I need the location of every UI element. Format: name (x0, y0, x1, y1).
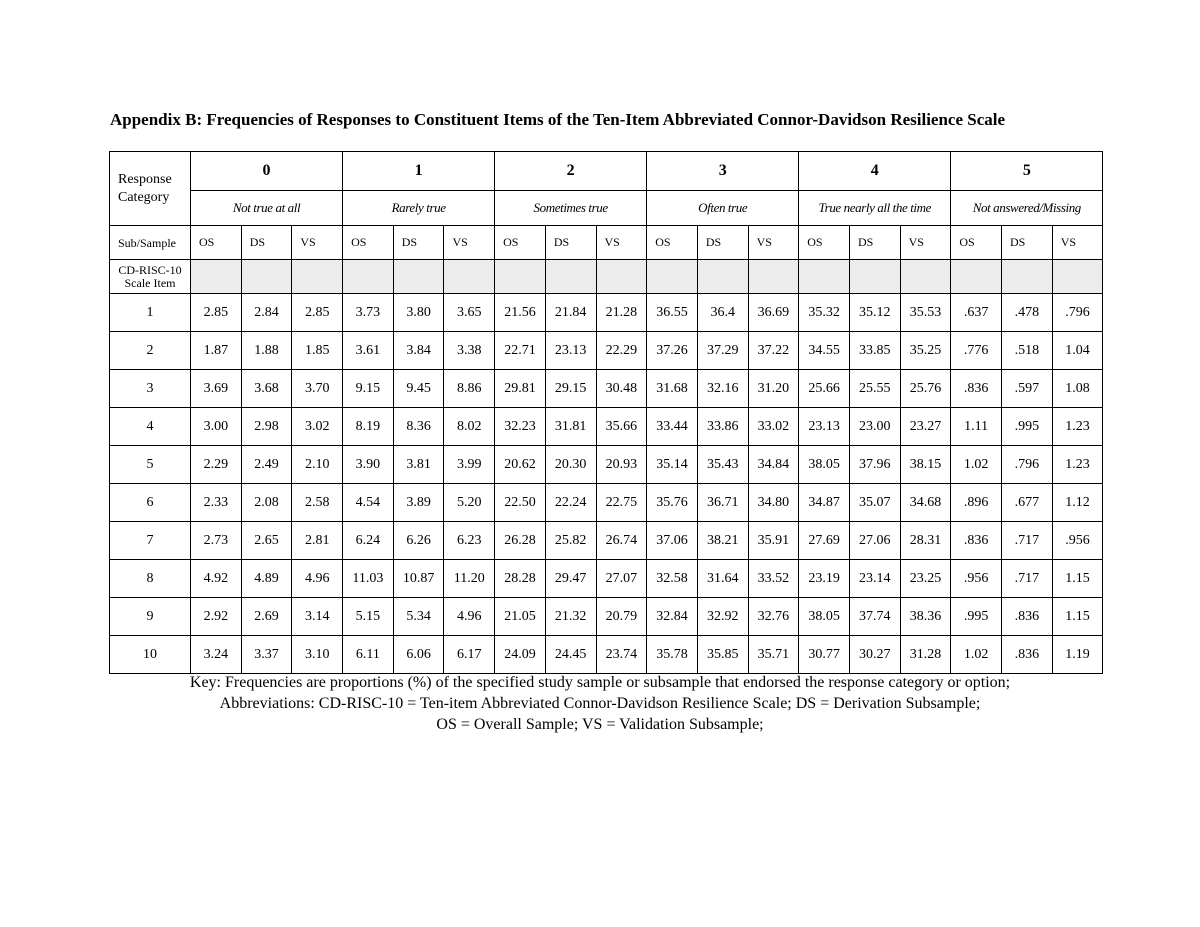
table-cell: 34.84 (748, 446, 799, 484)
table-cell: 29.47 (545, 560, 596, 598)
table-cell: 3.99 (444, 446, 495, 484)
category-label-5: Not answered/Missing (951, 191, 1103, 226)
table-cell: 32.84 (647, 598, 698, 636)
scale-item-empty-cell (596, 260, 647, 294)
scale-item-empty-cell (241, 260, 292, 294)
table-cell: 25.76 (900, 370, 951, 408)
table-cell: 33.86 (697, 408, 748, 446)
table-cell: 3.24 (191, 636, 242, 674)
category-code-4: 4 (799, 152, 951, 191)
table-cell: 31.68 (647, 370, 698, 408)
scale-item-empty-cell (444, 260, 495, 294)
table-cell: 35.53 (900, 294, 951, 332)
table-cell: 37.74 (849, 598, 900, 636)
table-cell: 32.58 (647, 560, 698, 598)
subsample-os-cat-1: OS (343, 226, 394, 260)
table-cell: 4.96 (292, 560, 343, 598)
subsample-vs-cat-4: VS (900, 226, 951, 260)
subsample-os-cat-0: OS (191, 226, 242, 260)
category-code-0: 0 (191, 152, 343, 191)
subsample-os-cat-3: OS (647, 226, 698, 260)
sub-sample-header: Sub/Sample (110, 226, 191, 260)
table-cell: 38.36 (900, 598, 951, 636)
table-cell: 35.66 (596, 408, 647, 446)
table-row (110, 332, 1103, 370)
scale-item-number: 2 (110, 332, 191, 370)
subsample-row (110, 226, 1103, 260)
table-cell: 5.34 (393, 598, 444, 636)
subsample-os-cat-4: OS (799, 226, 850, 260)
subsample-vs-cat-3: VS (748, 226, 799, 260)
table-cell: 2.85 (191, 294, 242, 332)
key-line-2: Abbreviations: CD-RISC-10 = Ten-item Abbreviated Connor-Davidson Resilience Scale; DS = Derivation Subsample; (219, 695, 981, 712)
table-cell: .518 (1002, 332, 1053, 370)
table-cell: .836 (951, 370, 1002, 408)
table-cell: 1.87 (191, 332, 242, 370)
category-code-row (110, 152, 1103, 191)
table-cell: 2.81 (292, 522, 343, 560)
scale-item-empty-cell (495, 260, 546, 294)
table-cell: 9.15 (343, 370, 394, 408)
table-row (110, 522, 1103, 560)
table-cell: 3.02 (292, 408, 343, 446)
table-cell: 36.4 (697, 294, 748, 332)
scale-item-empty-cell (951, 260, 1002, 294)
table-cell: 6.06 (393, 636, 444, 674)
table-cell: .478 (1002, 294, 1053, 332)
table-cell: .677 (1002, 484, 1053, 522)
table-cell: 23.00 (849, 408, 900, 446)
scale-item-number: 1 (110, 294, 191, 332)
table-cell: 4.96 (444, 598, 495, 636)
table-cell: 28.28 (495, 560, 546, 598)
category-label-4: True nearly all the time (799, 191, 951, 226)
table-cell: 23.74 (596, 636, 647, 674)
table-cell: 32.16 (697, 370, 748, 408)
table-cell: 5.20 (444, 484, 495, 522)
table-cell: 2.58 (292, 484, 343, 522)
table-cell: 2.69 (241, 598, 292, 636)
scale-item-empty-cell (191, 260, 242, 294)
table-cell: 2.08 (241, 484, 292, 522)
table-cell: 32.23 (495, 408, 546, 446)
table-cell: 36.71 (697, 484, 748, 522)
scale-item-empty-cell (799, 260, 850, 294)
table-cell: 1.02 (951, 446, 1002, 484)
table-cell: 28.31 (900, 522, 951, 560)
table-cell: .956 (951, 560, 1002, 598)
table-cell: 31.20 (748, 370, 799, 408)
table-cell: 23.13 (545, 332, 596, 370)
table-cell: 6.24 (343, 522, 394, 560)
table-cell: .956 (1052, 522, 1103, 560)
table-cell: 34.87 (799, 484, 850, 522)
table-cell: .995 (951, 598, 1002, 636)
category-label-row (110, 191, 1103, 226)
table-cell: 2.85 (292, 294, 343, 332)
table-cell: .836 (951, 522, 1002, 560)
table-cell: 1.23 (1052, 446, 1103, 484)
category-label-2: Sometimes true (495, 191, 647, 226)
table-cell: 10.87 (393, 560, 444, 598)
table-cell: 3.80 (393, 294, 444, 332)
table-cell: 35.91 (748, 522, 799, 560)
table-cell: 2.98 (241, 408, 292, 446)
table-cell: 22.24 (545, 484, 596, 522)
table-cell: 8.02 (444, 408, 495, 446)
scale-item-header-row (110, 260, 1103, 294)
subsample-os-cat-5: OS (951, 226, 1002, 260)
table-cell: 35.07 (849, 484, 900, 522)
table-cell: 21.32 (545, 598, 596, 636)
table-cell: 37.22 (748, 332, 799, 370)
subsample-vs-cat-1: VS (444, 226, 495, 260)
scale-item-empty-cell (647, 260, 698, 294)
table-cell: 35.71 (748, 636, 799, 674)
table-row (110, 560, 1103, 598)
table-cell: 2.49 (241, 446, 292, 484)
table-key (110, 672, 1090, 735)
subsample-vs-cat-5: VS (1052, 226, 1103, 260)
table-cell: 3.90 (343, 446, 394, 484)
table-cell: 25.55 (849, 370, 900, 408)
table-cell: 25.82 (545, 522, 596, 560)
table-cell: 1.15 (1052, 560, 1103, 598)
category-label-3: Often true (647, 191, 799, 226)
table-cell: 23.19 (799, 560, 850, 598)
table-cell: .717 (1002, 560, 1053, 598)
scale-item-number: 4 (110, 408, 191, 446)
table-cell: 21.28 (596, 294, 647, 332)
table-cell: 35.78 (647, 636, 698, 674)
table-cell: 36.55 (647, 294, 698, 332)
table-cell: 34.80 (748, 484, 799, 522)
table-cell: 4.54 (343, 484, 394, 522)
table-cell: 3.65 (444, 294, 495, 332)
scale-item-empty-cell (343, 260, 394, 294)
appendix-title: Appendix B: Frequencies of Responses to Constituent Items of the Ten-Item Abbreviated Connor-Davidson Resilience Scale (110, 110, 1006, 129)
table-cell: .995 (1002, 408, 1053, 446)
subsample-ds-cat-2: DS (545, 226, 596, 260)
table-cell: 33.02 (748, 408, 799, 446)
table-cell: 3.00 (191, 408, 242, 446)
scale-item-empty-cell (748, 260, 799, 294)
scale-item-header: CD-RISC-10 Scale Item (110, 260, 191, 294)
table-cell: 8.19 (343, 408, 394, 446)
table-cell: 32.76 (748, 598, 799, 636)
scale-item-empty-cell (900, 260, 951, 294)
table-cell: 20.93 (596, 446, 647, 484)
table-cell: 1.04 (1052, 332, 1103, 370)
table-cell: 24.45 (545, 636, 596, 674)
table-cell: 37.06 (647, 522, 698, 560)
category-label-1: Rarely true (343, 191, 495, 226)
table-cell: 38.15 (900, 446, 951, 484)
table-cell: 34.68 (900, 484, 951, 522)
table-cell: 37.26 (647, 332, 698, 370)
table-cell: 20.62 (495, 446, 546, 484)
table-cell: 6.17 (444, 636, 495, 674)
table-cell: .717 (1002, 522, 1053, 560)
scale-item-empty-cell (1002, 260, 1053, 294)
table-cell: 34.55 (799, 332, 850, 370)
scale-item-empty-cell (697, 260, 748, 294)
table-cell: 35.32 (799, 294, 850, 332)
scale-item-number: 3 (110, 370, 191, 408)
table-cell: 36.69 (748, 294, 799, 332)
table-cell: 9.45 (393, 370, 444, 408)
table-cell: .896 (951, 484, 1002, 522)
table-cell: 3.69 (191, 370, 242, 408)
scale-item-number: 5 (110, 446, 191, 484)
table-cell: 38.05 (799, 446, 850, 484)
table-cell: 30.27 (849, 636, 900, 674)
table-cell: 2.65 (241, 522, 292, 560)
table-cell: 3.73 (343, 294, 394, 332)
table-cell: 2.29 (191, 446, 242, 484)
category-code-1: 1 (343, 152, 495, 191)
table-cell: 3.37 (241, 636, 292, 674)
table-cell: 6.11 (343, 636, 394, 674)
table-cell: .796 (1052, 294, 1103, 332)
table-cell: .597 (1002, 370, 1053, 408)
table-cell: 31.64 (697, 560, 748, 598)
subsample-ds-cat-4: DS (849, 226, 900, 260)
table-cell: 35.43 (697, 446, 748, 484)
table-cell: 1.88 (241, 332, 292, 370)
table-cell: 21.56 (495, 294, 546, 332)
table-cell: 1.12 (1052, 484, 1103, 522)
scale-item-empty-cell (393, 260, 444, 294)
table-cell: 6.26 (393, 522, 444, 560)
key-line-1: Key: Frequencies are proportions (%) of the specified study sample or subsample that endorsed the response category or option; (189, 674, 1011, 691)
table-cell: 23.14 (849, 560, 900, 598)
table-cell: 33.85 (849, 332, 900, 370)
frequency-table (109, 151, 1103, 674)
table-cell: 8.36 (393, 408, 444, 446)
key-line-3: OS = Overall Sample; VS = Validation Subsample; (436, 716, 764, 733)
scale-item-number: 8 (110, 560, 191, 598)
table-cell: .776 (951, 332, 1002, 370)
table-cell: 4.92 (191, 560, 242, 598)
table-cell: 23.27 (900, 408, 951, 446)
table-cell: 32.92 (697, 598, 748, 636)
table-cell: 1.08 (1052, 370, 1103, 408)
category-code-5: 5 (951, 152, 1103, 191)
table-cell: 35.25 (900, 332, 951, 370)
table-row (110, 408, 1103, 446)
scale-item-number: 7 (110, 522, 191, 560)
table-cell: .836 (1002, 598, 1053, 636)
table-cell: .836 (1002, 636, 1053, 674)
table-cell: 25.66 (799, 370, 850, 408)
table-cell: 27.07 (596, 560, 647, 598)
table-cell: 2.92 (191, 598, 242, 636)
table-row (110, 446, 1103, 484)
table-cell: 11.20 (444, 560, 495, 598)
table-cell: 3.10 (292, 636, 343, 674)
table-cell: 26.74 (596, 522, 647, 560)
table-cell: 3.81 (393, 446, 444, 484)
table-cell: 38.05 (799, 598, 850, 636)
table-row (110, 370, 1103, 408)
table-cell: 35.85 (697, 636, 748, 674)
table-cell: 3.68 (241, 370, 292, 408)
table-cell: 2.10 (292, 446, 343, 484)
scale-item-empty-cell (545, 260, 596, 294)
table-cell: 6.23 (444, 522, 495, 560)
table-cell: 29.81 (495, 370, 546, 408)
table-cell: 1.19 (1052, 636, 1103, 674)
table-cell: 33.44 (647, 408, 698, 446)
table-cell: 31.28 (900, 636, 951, 674)
table-cell: 27.69 (799, 522, 850, 560)
table-cell: 21.84 (545, 294, 596, 332)
table-cell: 3.70 (292, 370, 343, 408)
subsample-ds-cat-3: DS (697, 226, 748, 260)
table-cell: 27.06 (849, 522, 900, 560)
table-cell: 2.73 (191, 522, 242, 560)
table-cell: 3.38 (444, 332, 495, 370)
table-cell: 2.84 (241, 294, 292, 332)
table-cell: 11.03 (343, 560, 394, 598)
subsample-os-cat-2: OS (495, 226, 546, 260)
scale-item-empty-cell (849, 260, 900, 294)
table-row (110, 598, 1103, 636)
scale-item-empty-cell (292, 260, 343, 294)
scale-item-number: 6 (110, 484, 191, 522)
table-cell: 3.84 (393, 332, 444, 370)
category-label-0: Not true at all (191, 191, 343, 226)
table-row (110, 294, 1103, 332)
subsample-ds-cat-5: DS (1002, 226, 1053, 260)
table-cell: 20.30 (545, 446, 596, 484)
category-code-3: 3 (647, 152, 799, 191)
table-cell: 38.21 (697, 522, 748, 560)
response-category-header: Response Category (110, 152, 191, 226)
table-cell: 22.71 (495, 332, 546, 370)
table-cell: 37.29 (697, 332, 748, 370)
table-cell: 22.75 (596, 484, 647, 522)
subsample-ds-cat-0: DS (241, 226, 292, 260)
table-cell: 1.23 (1052, 408, 1103, 446)
table-cell: 4.89 (241, 560, 292, 598)
table-cell: 3.89 (393, 484, 444, 522)
table-cell: 3.61 (343, 332, 394, 370)
subsample-vs-cat-2: VS (596, 226, 647, 260)
subsample-vs-cat-0: VS (292, 226, 343, 260)
scale-item-number: 10 (110, 636, 191, 674)
table-cell: 35.76 (647, 484, 698, 522)
table-cell: 31.81 (545, 408, 596, 446)
table-cell: 1.85 (292, 332, 343, 370)
table-cell: 29.15 (545, 370, 596, 408)
table-cell: 30.77 (799, 636, 850, 674)
table-cell: 30.48 (596, 370, 647, 408)
table-cell: 1.02 (951, 636, 1002, 674)
table-cell: 5.15 (343, 598, 394, 636)
scale-item-number: 9 (110, 598, 191, 636)
table-cell: 33.52 (748, 560, 799, 598)
table-cell: 22.29 (596, 332, 647, 370)
table-cell: 35.12 (849, 294, 900, 332)
table-cell: 1.11 (951, 408, 1002, 446)
table-cell: 1.15 (1052, 598, 1103, 636)
category-code-2: 2 (495, 152, 647, 191)
table-cell: 23.25 (900, 560, 951, 598)
table-cell: 26.28 (495, 522, 546, 560)
table-cell: .796 (1002, 446, 1053, 484)
table-cell: 35.14 (647, 446, 698, 484)
table-cell: 8.86 (444, 370, 495, 408)
table-row (110, 636, 1103, 674)
table-cell: 24.09 (495, 636, 546, 674)
table-cell: .637 (951, 294, 1002, 332)
scale-item-empty-cell (1052, 260, 1103, 294)
subsample-ds-cat-1: DS (393, 226, 444, 260)
table-cell: 3.14 (292, 598, 343, 636)
table-cell: 21.05 (495, 598, 546, 636)
table-cell: 2.33 (191, 484, 242, 522)
table-cell: 23.13 (799, 408, 850, 446)
table-cell: 37.96 (849, 446, 900, 484)
table-cell: 22.50 (495, 484, 546, 522)
table-cell: 20.79 (596, 598, 647, 636)
table-row (110, 484, 1103, 522)
